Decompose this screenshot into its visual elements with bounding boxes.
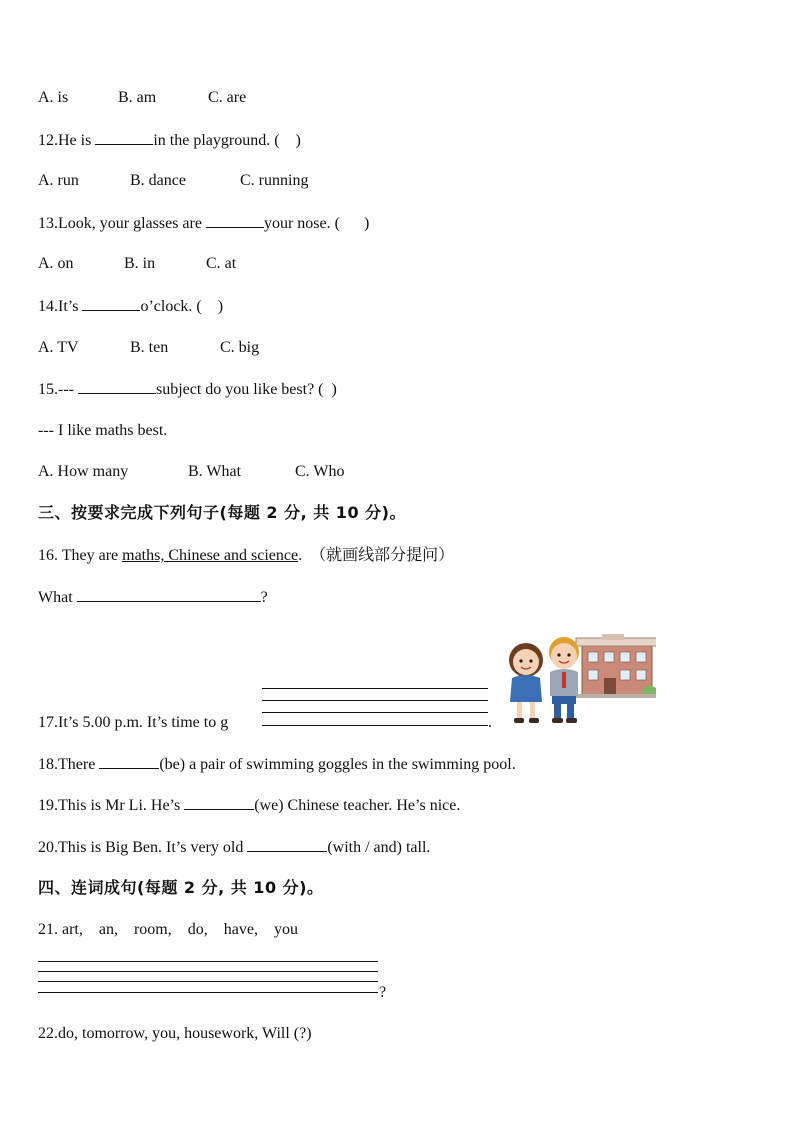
section3-heading: 三、按要求完成下列句子(每题 2 分, 共 10 分)。 — [38, 503, 406, 522]
q16-post: . — [298, 547, 303, 564]
q15-stem-post: subject do you like best? ( — [155, 381, 324, 398]
q14-paren-close: ) — [217, 298, 224, 315]
q16-underlined-phrase: maths, Chinese and science — [122, 547, 299, 564]
q18-stem — [38, 754, 516, 775]
q17-answer-line-2[interactable] — [262, 700, 488, 701]
q12-stem-pre: 12.He is — [38, 132, 96, 149]
q13-blank — [206, 213, 264, 228]
q16-stem — [38, 545, 454, 566]
q17-answer-line-4[interactable] — [262, 725, 488, 726]
q14-stem — [38, 296, 223, 317]
q12-stem — [38, 130, 301, 151]
q14-options — [38, 338, 259, 358]
q15-answer-line: --- I like maths best. — [38, 422, 168, 439]
q21-end: ? — [379, 984, 387, 1001]
q13-stem — [38, 213, 369, 234]
q13-option-b: B. in — [124, 255, 156, 272]
q15-option-a: A. How many — [38, 463, 129, 480]
q16-pre: 16. They are — [38, 547, 123, 564]
q22-words: 22.do, tomorrow, you, housework, Will (?) — [38, 1025, 312, 1042]
q15-stem-pre: 15.--- — [38, 381, 78, 398]
q18-blank[interactable] — [99, 754, 159, 769]
q15-option-c: C. Who — [295, 463, 345, 480]
q14-option-c: C. big — [220, 339, 260, 356]
q12-option-b: B. dance — [130, 172, 186, 189]
q20-pre: 20.This is Big Ben. It’s very old — [38, 839, 248, 856]
q14-option-a: A. TV — [38, 339, 79, 356]
q17-answer-line-1[interactable] — [262, 688, 488, 689]
q20-blank[interactable] — [247, 837, 327, 852]
section4-heading: 四、连词成句(每题 2 分, 共 10 分)。 — [38, 878, 324, 897]
q15-options — [38, 462, 344, 482]
q12-paren-close: ) — [295, 132, 301, 149]
q11-option-c: C. are — [208, 89, 247, 106]
q13-option-c: C. at — [206, 255, 237, 272]
two-students-school-icon — [500, 630, 656, 728]
q20-stem — [38, 837, 430, 858]
q16-instruction: （就画线部分提问） — [310, 545, 455, 564]
q21-answer-line-3[interactable] — [38, 981, 378, 982]
q14-stem-pre: 14.It’s — [38, 298, 83, 315]
q20-post: (with / and) tall. — [327, 839, 431, 856]
q12-stem-post: in the playground. ( — [153, 132, 280, 149]
q12-option-a: A. run — [38, 172, 79, 189]
q15-blank — [78, 379, 156, 394]
q11-option-b: B. am — [118, 89, 157, 106]
q11-option-a: A. is — [38, 89, 69, 106]
q21-answer-line-4[interactable] — [38, 992, 378, 993]
q19-blank[interactable] — [184, 795, 254, 810]
q16-answer-blank[interactable] — [77, 587, 261, 602]
q13-stem-post: your nose. ( — [263, 215, 340, 232]
q13-paren-close: ) — [363, 215, 370, 232]
q15-paren-close: ) — [331, 381, 337, 398]
q15-stem — [38, 379, 337, 400]
q16-answer — [38, 587, 268, 608]
q12-blank — [95, 130, 153, 145]
q16-answer-pre: What — [38, 589, 77, 606]
q19-stem — [38, 795, 460, 816]
q17-end: . — [488, 714, 492, 731]
q18-pre: 18.There — [38, 756, 100, 773]
q13-stem-pre: 13.Look, your glasses are — [38, 215, 206, 232]
q13-options — [38, 254, 236, 274]
q21-words: 21. art, an, room, do, have, you — [38, 921, 298, 938]
q19-post: (we) Chinese teacher. He’s nice. — [254, 797, 461, 814]
q12-option-c: C. running — [240, 172, 309, 189]
q15-option-b: B. What — [188, 463, 242, 480]
q17-stem: 17.It’s 5.00 p.m. It’s time to g — [38, 714, 229, 731]
q11-options — [38, 88, 246, 108]
q14-option-b: B. ten — [130, 339, 169, 356]
q17-answer-line-3[interactable] — [262, 712, 488, 713]
q18-post: (be) a pair of swimming goggles in the swimming pool. — [159, 756, 516, 773]
q19-pre: 19.This is Mr Li. He’s — [38, 797, 185, 814]
q12-options — [38, 171, 308, 191]
q14-stem-post: o’clock. ( — [140, 298, 202, 315]
q21-answer-line-2[interactable] — [38, 971, 378, 972]
q14-blank — [82, 296, 140, 311]
q16-answer-post: ? — [260, 589, 268, 606]
q13-option-a: A. on — [38, 255, 74, 272]
q21-answer-line-1[interactable] — [38, 961, 378, 962]
